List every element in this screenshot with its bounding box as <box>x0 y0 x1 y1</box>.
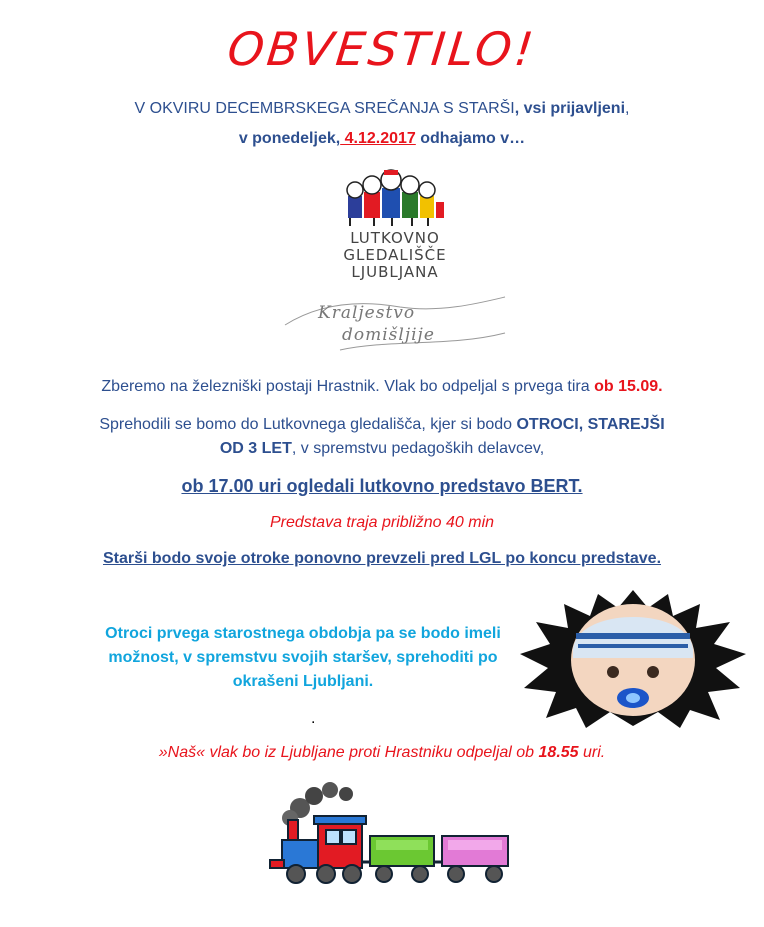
duration-line: Predstava traja približno 40 min <box>269 514 495 531</box>
intro-suffix: odhajamo v… <box>415 130 526 147</box>
green-wagon-icon <box>370 836 434 882</box>
return-text: »Naš« vlak bo iz Ljubljane proti Hrastniku odpeljal ob <box>158 744 539 761</box>
meeting-line <box>0 378 764 396</box>
intro-day: v ponedeljek, <box>238 130 341 147</box>
first-age-paragraph <box>88 622 518 694</box>
first-age-line-2: možnost, v spremstvu svojih staršev, sprehoditi po <box>108 649 498 666</box>
logo-line-1: LUTKOVNO <box>350 229 440 247</box>
first-age-line-1: Otroci prvega starostnega obdobja pa se bodo imeli <box>105 625 501 642</box>
stray-dot: . <box>311 710 316 727</box>
meeting-time: ob 15.09. <box>594 378 663 395</box>
first-age-line-3: okrašeni Ljubljani. <box>232 673 374 690</box>
return-line <box>0 744 764 762</box>
kraljestvo-domisljije-logo <box>280 295 510 355</box>
locomotive-icon <box>270 816 366 883</box>
walk-text: Sprehodili se bomo do Lutkovnega gledališča, kjer si bodo <box>99 416 517 433</box>
walk-line-1 <box>0 416 764 434</box>
intro-plain: V OKVIRU DECEMBRSKEGA SREČANJA S STARŠI <box>134 100 515 117</box>
walk-line-2 <box>0 440 764 458</box>
walk-bold-1: OTROCI, STAREJŠI <box>516 416 665 433</box>
train-illustration <box>262 780 522 890</box>
puppets-illustration-icon <box>330 168 460 228</box>
return-suffix: uri. <box>578 744 606 761</box>
notice-title: OBVESTILO! <box>225 22 539 76</box>
walk-text-2: , v spremstvu pedagoških delavcev, <box>291 440 545 457</box>
intro-line-2 <box>0 130 764 148</box>
baby-photo <box>518 588 748 728</box>
walk-bold-2: OD 3 LET <box>219 440 292 457</box>
script-word-2: domišljije <box>342 325 435 345</box>
pink-wagon-icon <box>442 836 508 882</box>
meeting-text: Zberemo na železniški postaji Hrastnik. Vlak bo odpeljal s prvega tira <box>101 378 595 395</box>
show-line: ob 17.00 uri ogledali lutkovno predstavo BERT. <box>181 476 583 496</box>
return-time: 18.55 <box>538 744 579 761</box>
intro-end: , <box>625 100 630 117</box>
intro-date: 4.12.2017 <box>340 130 416 147</box>
script-word-1: Kraljestvo <box>318 303 416 323</box>
theatre-logo <box>330 168 460 283</box>
logo-line-2: GLEDALIŠČE <box>343 246 447 264</box>
intro-line-1 <box>0 100 764 118</box>
intro-bold: , vsi prijavljeni <box>514 100 626 117</box>
logo-line-3: LJUBLJANA <box>351 263 439 281</box>
pickup-line: Starši bodo svoje otroke ponovno prevzeli pred LGL po koncu predstave. <box>102 550 662 567</box>
